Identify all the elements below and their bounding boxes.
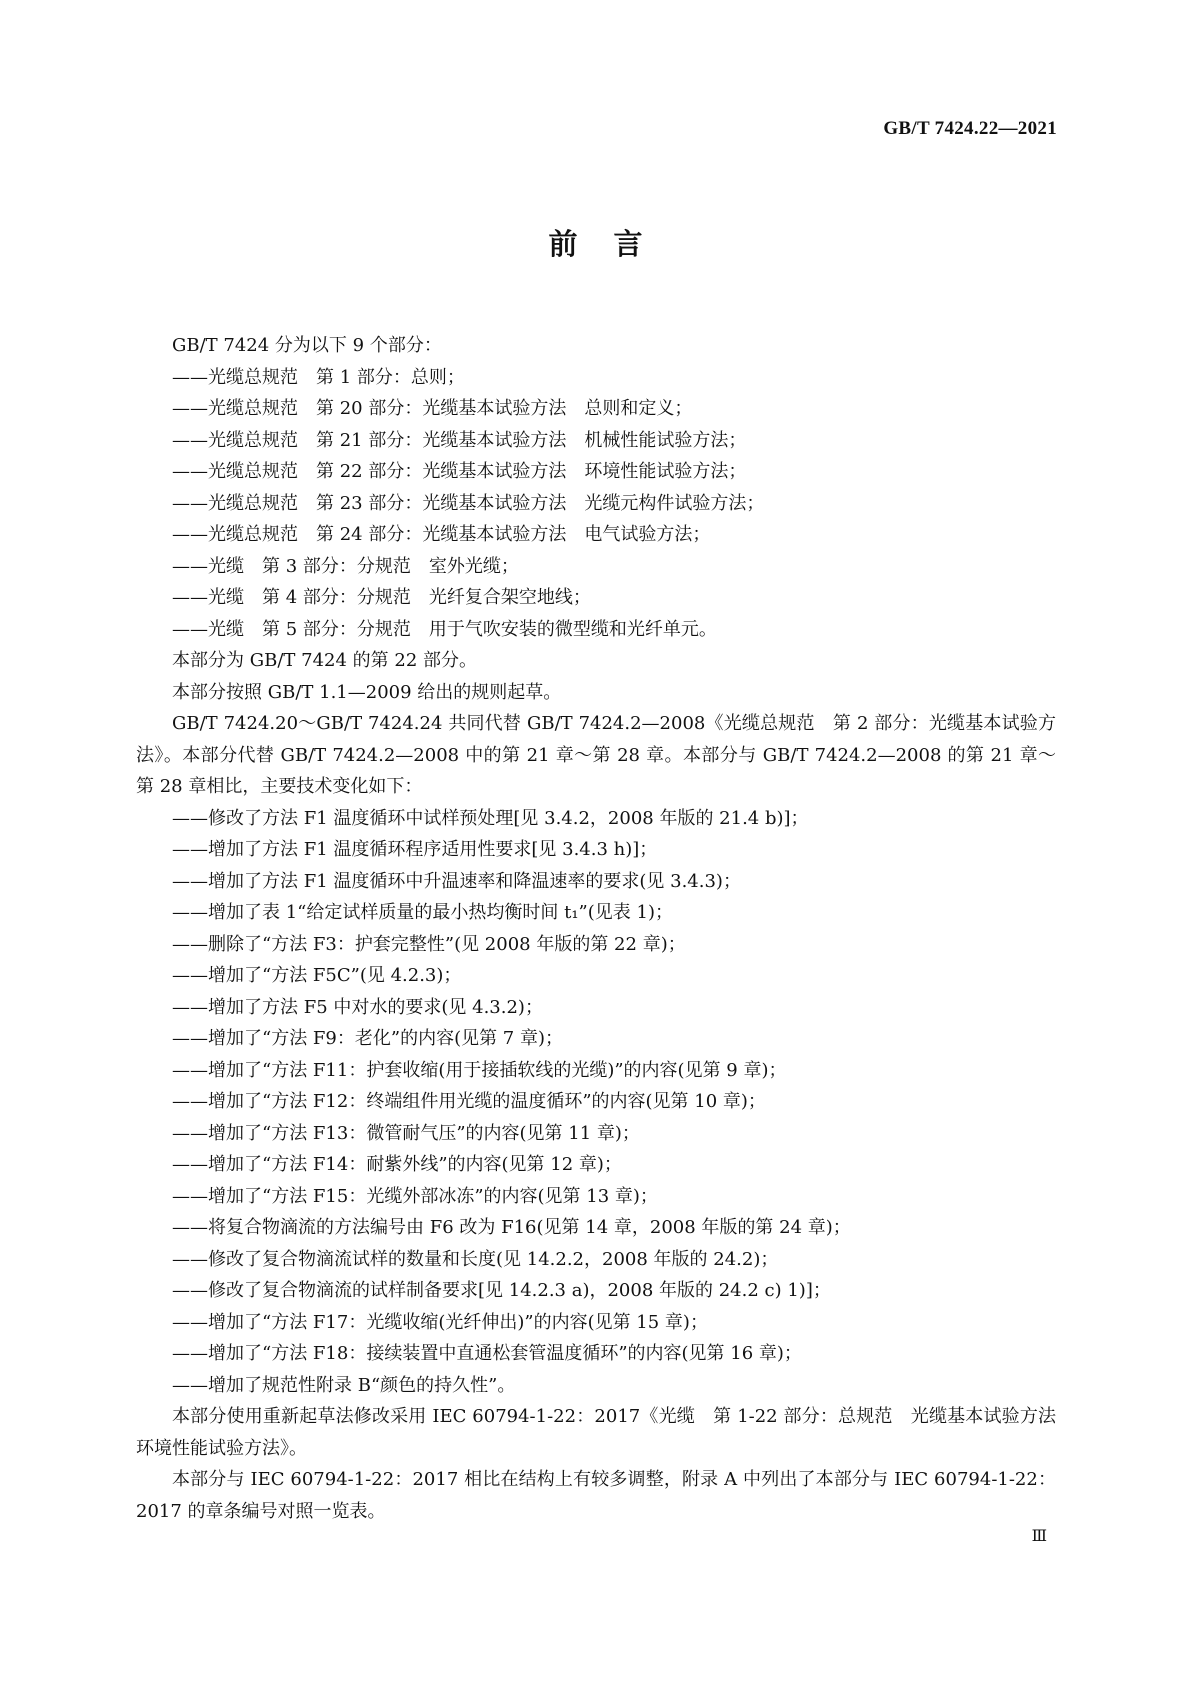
drafting-rule-paragraph: 本部分按照 GB/T 1.1—2009 给出的规则起草。: [172, 681, 562, 703]
part-list-item: ——光缆总规范 第 24 部分：光缆基本试验方法 电气试验方法；: [172, 524, 711, 545]
change-list-item: ——修改了复合物滴流试样的数量和长度(见 14.2.2，2008 年版的 24.2)；: [172, 1248, 779, 1270]
page-title: 前言: [548, 227, 679, 261]
change-list-item: ——增加了“方法 F5C”(见 4.2.3)；: [172, 965, 462, 986]
change-list-item: ——删除了“方法 F3：护套完整性”(见 2008 年版的第 22 章)；: [172, 933, 686, 955]
part-list-item: ——光缆总规范 第 1 部分：总则；: [172, 366, 465, 388]
part-list-item: ——光缆总规范 第 22 部分：光缆基本试验方法 环境性能试验方法；: [172, 461, 747, 482]
adoption-paragraph: 本部分使用重新起草法修改采用 IEC 60794-1-22：2017《光缆 第 1-22 部分：总规范 光缆基本试验方法 环境性能试验方法》。: [136, 1406, 1056, 1459]
change-list-item: ——修改了方法 F1 温度循环中试样预处理[见 3.4.2，2008 年版的 21.4 b)]；: [172, 807, 809, 829]
intro-paragraph: GB/T 7424 分为以下 9 个部分：: [172, 335, 442, 356]
change-list-item: ——将复合物滴流的方法编号由 F6 改为 F16(见第 14 章，2008 年版的第 24 章)；: [172, 1217, 851, 1238]
change-list-item: ——增加了“方法 F9：老化”的内容(见第 7 章)；: [172, 1028, 564, 1049]
part-list-item: ——光缆 第 5 部分：分规范 用于气吹安装的微型缆和光纤单元。: [172, 618, 717, 640]
page-number: Ⅲ: [1031, 1528, 1047, 1545]
this-part-paragraph: 本部分为 GB/T 7424 的第 22 部分。: [172, 650, 477, 671]
part-list-item: ——光缆总规范 第 23 部分：光缆基本试验方法 光缆元构件试验方法；: [172, 492, 765, 514]
part-list-item: ——光缆 第 3 部分：分规范 室外光缆；: [172, 555, 519, 577]
structure-paragraph: 本部分与 IEC 60794-1-22：2017 相比在结构上有较多调整，附录 A 中列出了本部分与 IEC 60794-1-22：2017 的章条编号对照一览表。: [136, 1469, 1056, 1522]
change-list-item: ——增加了“方法 F18：接续装置中直通松套管温度循环”的内容(见第 16 章)；: [172, 1343, 802, 1364]
change-list-item: ——增加了“方法 F13：微管耐气压”的内容(见第 11 章)；: [172, 1122, 640, 1144]
change-list-item: ——增加了表 1“给定试样质量的最小热均衡时间 t₁”(见表 1)；: [172, 902, 673, 923]
change-list-item: ——增加了“方法 F17：光缆收缩(光纤伸出)”的内容(见第 15 章)；: [172, 1311, 708, 1333]
change-list-item: ——增加了“方法 F14：耐紫外线”的内容(见第 12 章)；: [172, 1154, 622, 1175]
change-list-item: ——增加了“方法 F12：终端组件用光缆的温度循环”的内容(见第 10 章)；: [172, 1091, 766, 1112]
part-list-item: ——光缆总规范 第 20 部分：光缆基本试验方法 总则和定义；: [172, 398, 693, 419]
change-list-item: ——增加了方法 F1 温度循环中升温速率和降温速率的要求(见 3.4.3)；: [172, 870, 741, 892]
part-list-item: ——光缆总规范 第 21 部分：光缆基本试验方法 机械性能试验方法；: [172, 429, 747, 451]
change-list-item: ——增加了“方法 F11：护套收缩(用于接插软线的光缆)”的内容(见第 9 章)；: [172, 1059, 787, 1081]
document-body: [136, 330, 1056, 1527]
change-list-item: ——增加了方法 F1 温度循环程序适用性要求[见 3.4.3 h)]；: [172, 839, 658, 860]
change-list-item: ——增加了“方法 F15：光缆外部冰冻”的内容(见第 13 章)；: [172, 1185, 658, 1207]
standard-number: GB/T 7424.22—2021: [883, 118, 1057, 139]
part-list-item: ——光缆 第 4 部分：分规范 光纤复合架空地线；: [172, 587, 591, 608]
change-list-item: ——增加了方法 F5 中对水的要求(见 4.3.2)；: [172, 996, 543, 1018]
change-list-item: ——修改了复合物滴流的试样制备要求[见 14.2.3 a)，2008 年版的 24.2 c) 1)]；: [172, 1280, 831, 1301]
change-list-item: ——增加了规范性附录 B“颜色的持久性”。: [172, 1374, 516, 1396]
replacement-paragraph: GB/T 7424.20～GB/T 7424.24 共同代替 GB/T 7424.2—2008《光缆总规范 第 2 部分：光缆基本试验方法》。本部分代替 GB/T 7424.2—2008 中的第 21 章～第 28 章。本部分与 GB/T 7424.2—2008 的第 21 章～第 28 章相比，主要技术变化如下：: [136, 713, 1056, 797]
